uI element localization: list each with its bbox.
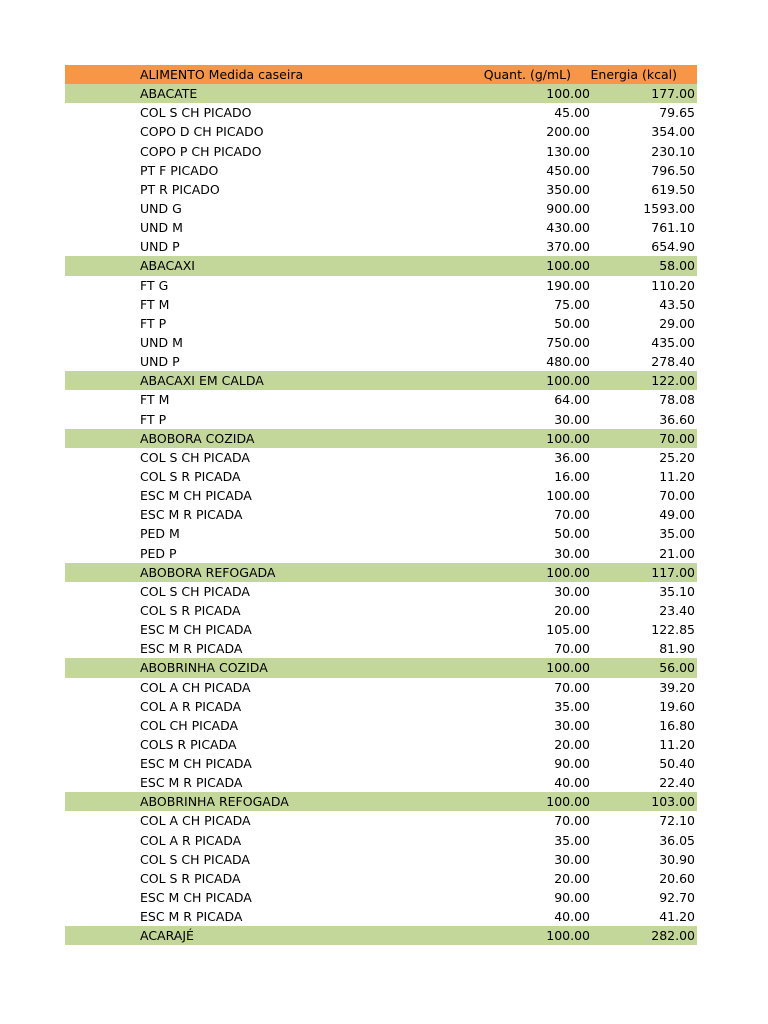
food-name-cell: COL S R PICADA	[140, 870, 241, 886]
energy-cell: 619.50	[651, 181, 695, 197]
food-name-cell: COL A CH PICADA	[140, 813, 251, 829]
food-name-cell: ESC M CH PICADA	[140, 890, 252, 906]
food-name-cell: PED P	[140, 545, 177, 561]
energy-cell: 654.90	[651, 239, 695, 255]
energy-cell: 796.50	[651, 162, 695, 178]
energy-cell: 16.80	[659, 717, 695, 733]
energy-cell: 56.00	[659, 660, 695, 676]
quantity-cell: 30.00	[554, 717, 590, 733]
quantity-cell: 45.00	[554, 105, 590, 121]
energy-cell: 25.20	[659, 449, 695, 465]
quantity-cell: 90.00	[554, 756, 590, 772]
table-row	[65, 716, 697, 735]
quantity-cell: 105.00	[546, 622, 590, 638]
quantity-cell: 450.00	[546, 162, 590, 178]
quantity-cell: 30.00	[554, 583, 590, 599]
food-group-row	[65, 256, 697, 275]
energy-cell: 117.00	[651, 564, 695, 580]
food-name-cell: COL S R PICADA	[140, 468, 241, 484]
table-row	[65, 754, 697, 773]
quantity-cell: 100.00	[546, 488, 590, 504]
table-row	[65, 142, 697, 161]
quantity-cell: 70.00	[554, 641, 590, 657]
table-row	[65, 544, 697, 563]
food-name-cell: ABACAXI EM CALDA	[140, 373, 264, 389]
table-row	[65, 735, 697, 754]
quantity-cell: 200.00	[546, 124, 590, 140]
food-group-row	[65, 563, 697, 582]
quantity-cell: 350.00	[546, 181, 590, 197]
energy-cell: 36.05	[659, 832, 695, 848]
food-name-cell: ACARAJÉ	[140, 928, 194, 944]
table-row	[65, 448, 697, 467]
food-name-cell: FT M	[140, 296, 170, 312]
food-name-cell: UND G	[140, 200, 182, 216]
quantity-cell: 70.00	[554, 813, 590, 829]
food-name-cell: ESC M CH PICADA	[140, 488, 252, 504]
table-row	[65, 237, 697, 256]
table-row	[65, 180, 697, 199]
quantity-cell: 100.00	[546, 258, 590, 274]
quantity-cell: 36.00	[554, 449, 590, 465]
food-group-row	[65, 371, 697, 390]
energy-cell: 103.00	[651, 794, 695, 810]
energy-cell: 79.65	[659, 105, 695, 121]
food-name-cell: COL A R PICADA	[140, 698, 242, 714]
table-row	[65, 199, 697, 218]
table-row	[65, 161, 697, 180]
food-group-row	[65, 429, 697, 448]
energy-cell: 78.08	[659, 392, 695, 408]
food-name-cell: COLS R PICADA	[140, 736, 237, 752]
table-row	[65, 352, 697, 371]
food-name-cell: COL CH PICADA	[140, 717, 239, 733]
energy-cell: 81.90	[659, 641, 695, 657]
energy-cell: 49.00	[659, 507, 695, 523]
quantity-cell: 35.00	[554, 832, 590, 848]
energy-cell: 50.40	[659, 756, 695, 772]
food-name-cell: PT F PICADO	[140, 162, 219, 178]
quantity-cell: 30.00	[554, 545, 590, 561]
table-row	[65, 524, 697, 543]
quantity-cell: 130.00	[546, 143, 590, 159]
energy-cell: 282.00	[651, 928, 695, 944]
food-name-cell: ESC M R PICADA	[140, 775, 243, 791]
table-row	[65, 467, 697, 486]
energy-cell: 19.60	[659, 698, 695, 714]
quantity-cell: 190.00	[546, 277, 590, 293]
food-group-row	[65, 84, 697, 103]
energy-cell: 354.00	[651, 124, 695, 140]
energy-cell: 122.00	[651, 373, 695, 389]
energy-cell: 35.00	[659, 526, 695, 542]
food-name-cell: COL S CH PICADA	[140, 449, 250, 465]
energy-cell: 23.40	[659, 602, 695, 618]
food-name-cell: COL S R PICADA	[140, 602, 241, 618]
quantity-cell: 50.00	[554, 526, 590, 542]
quantity-cell: 40.00	[554, 909, 590, 925]
quantity-cell: 50.00	[554, 315, 590, 331]
food-name-cell: FT P	[140, 411, 167, 427]
food-name-cell: ESC M CH PICADA	[140, 622, 252, 638]
header-energy-label: Energia (kcal)	[590, 67, 677, 82]
table-row	[65, 390, 697, 409]
table-row	[65, 333, 697, 352]
table-row	[65, 314, 697, 333]
food-group-row	[65, 658, 697, 677]
food-name-cell: ESC M CH PICADA	[140, 756, 252, 772]
energy-cell: 30.90	[659, 851, 695, 867]
food-group-row	[65, 792, 697, 811]
quantity-cell: 100.00	[546, 928, 590, 944]
table-row	[65, 811, 697, 830]
table-row	[65, 678, 697, 697]
food-group-row	[65, 926, 697, 945]
energy-cell: 70.00	[659, 488, 695, 504]
quantity-cell: 480.00	[546, 354, 590, 370]
energy-cell: 58.00	[659, 258, 695, 274]
table-row	[65, 639, 697, 658]
food-name-cell: FT G	[140, 277, 169, 293]
quantity-cell: 100.00	[546, 660, 590, 676]
food-name-cell: COL S CH PICADA	[140, 851, 250, 867]
food-name-cell: COL A R PICADA	[140, 832, 242, 848]
food-table	[65, 65, 697, 945]
food-name-cell: ABACAXI	[140, 258, 195, 274]
energy-cell: 761.10	[651, 220, 695, 236]
energy-cell: 72.10	[659, 813, 695, 829]
quantity-cell: 70.00	[554, 507, 590, 523]
energy-cell: 230.10	[651, 143, 695, 159]
table-row	[65, 869, 697, 888]
table-row	[65, 907, 697, 926]
header-food-label: ALIMENTO Medida caseira	[140, 67, 304, 82]
quantity-cell: 100.00	[546, 373, 590, 389]
food-name-cell: PT R PICADO	[140, 181, 220, 197]
energy-cell: 11.20	[659, 736, 695, 752]
food-name-cell: ABOBRINHA REFOGADA	[140, 794, 289, 810]
table-row	[65, 831, 697, 850]
quantity-cell: 370.00	[546, 239, 590, 255]
energy-cell: 36.60	[659, 411, 695, 427]
food-name-cell: FT M	[140, 392, 170, 408]
food-name-cell: PED M	[140, 526, 180, 542]
food-name-cell: ESC M R PICADA	[140, 641, 243, 657]
table-row	[65, 697, 697, 716]
table-row	[65, 505, 697, 524]
energy-cell: 70.00	[659, 430, 695, 446]
table-row	[65, 601, 697, 620]
energy-cell: 435.00	[651, 334, 695, 350]
quantity-cell: 100.00	[546, 430, 590, 446]
table-row	[65, 276, 697, 295]
table-row	[65, 850, 697, 869]
food-name-cell: ESC M R PICADA	[140, 909, 243, 925]
quantity-cell: 100.00	[546, 86, 590, 102]
energy-cell: 11.20	[659, 468, 695, 484]
quantity-cell: 30.00	[554, 851, 590, 867]
quantity-cell: 35.00	[554, 698, 590, 714]
food-name-cell: ABOBORA COZIDA	[140, 430, 255, 446]
food-name-cell: COL A CH PICADA	[140, 679, 251, 695]
energy-cell: 177.00	[651, 86, 695, 102]
food-name-cell: UND M	[140, 220, 183, 236]
quantity-cell: 20.00	[554, 602, 590, 618]
food-name-cell: UND P	[140, 354, 180, 370]
table-row	[65, 888, 697, 907]
energy-cell: 39.20	[659, 679, 695, 695]
quantity-cell: 30.00	[554, 411, 590, 427]
table-row	[65, 103, 697, 122]
quantity-cell: 20.00	[554, 736, 590, 752]
energy-cell: 22.40	[659, 775, 695, 791]
quantity-cell: 900.00	[546, 200, 590, 216]
food-name-cell: ABOBORA REFOGADA	[140, 564, 276, 580]
energy-cell: 35.10	[659, 583, 695, 599]
quantity-cell: 75.00	[554, 296, 590, 312]
energy-cell: 21.00	[659, 545, 695, 561]
table-body	[65, 84, 697, 945]
table-row	[65, 410, 697, 429]
table-row	[65, 620, 697, 639]
table-row	[65, 486, 697, 505]
quantity-cell: 100.00	[546, 564, 590, 580]
quantity-cell: 100.00	[546, 794, 590, 810]
food-name-cell: COPO D CH PICADO	[140, 124, 264, 140]
quantity-cell: 90.00	[554, 890, 590, 906]
food-name-cell: FT P	[140, 315, 167, 331]
food-name-cell: UND P	[140, 239, 180, 255]
energy-cell: 43.50	[659, 296, 695, 312]
food-name-cell: UND M	[140, 334, 183, 350]
energy-cell: 122.85	[651, 622, 695, 638]
quantity-cell: 16.00	[554, 468, 590, 484]
quantity-cell: 40.00	[554, 775, 590, 791]
energy-cell: 92.70	[659, 890, 695, 906]
food-name-cell: ABACATE	[140, 86, 198, 102]
quantity-cell: 20.00	[554, 870, 590, 886]
quantity-cell: 750.00	[546, 334, 590, 350]
quantity-cell: 64.00	[554, 392, 590, 408]
energy-cell: 278.40	[651, 354, 695, 370]
energy-cell: 41.20	[659, 909, 695, 925]
food-name-cell: COL S CH PICADO	[140, 105, 252, 121]
food-name-cell: COL S CH PICADA	[140, 583, 250, 599]
energy-cell: 29.00	[659, 315, 695, 331]
food-name-cell: ABOBRINHA COZIDA	[140, 660, 268, 676]
food-name-cell: COPO P CH PICADO	[140, 143, 262, 159]
table-row	[65, 773, 697, 792]
table-row	[65, 122, 697, 141]
quantity-cell: 70.00	[554, 679, 590, 695]
header-quantity-label: Quant. (g/mL)	[483, 67, 571, 82]
table-row	[65, 218, 697, 237]
energy-cell: 20.60	[659, 870, 695, 886]
table-row	[65, 582, 697, 601]
quantity-cell: 430.00	[546, 220, 590, 236]
table-header	[65, 65, 697, 84]
table-row	[65, 295, 697, 314]
energy-cell: 110.20	[651, 277, 695, 293]
food-name-cell: ESC M R PICADA	[140, 507, 243, 523]
energy-cell: 1593.00	[643, 200, 695, 216]
